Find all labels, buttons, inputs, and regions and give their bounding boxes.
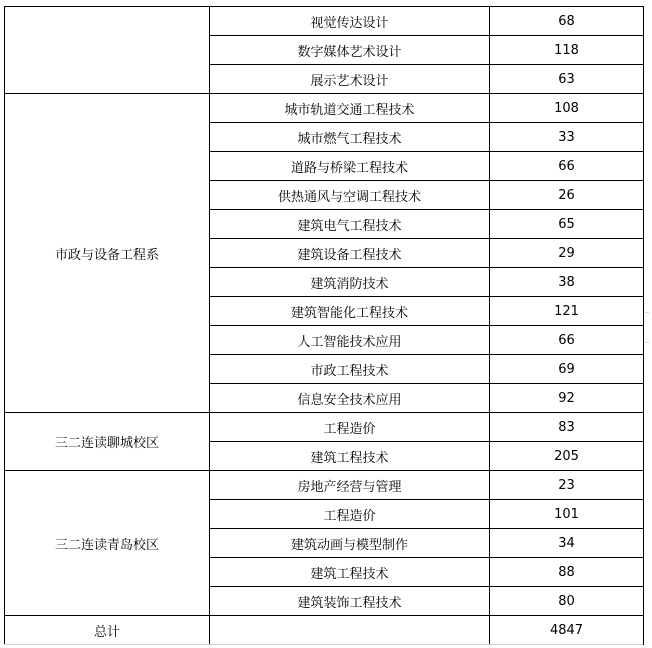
major-cell: 房地产经营与管理 <box>210 471 490 500</box>
count-cell: 101 <box>490 500 644 529</box>
table-row <box>5 413 644 442</box>
count-cell: 92 <box>490 384 644 413</box>
major-cell: 视觉传达设计 <box>210 7 490 36</box>
count-cell: 26 <box>490 181 644 210</box>
major-cell: 建筑工程技术 <box>210 558 490 587</box>
major-cell: 人工智能技术应用 <box>210 326 490 355</box>
total-empty-cell <box>210 616 490 645</box>
major-cell: 城市燃气工程技术 <box>210 123 490 152</box>
major-cell: 工程造价 <box>210 413 490 442</box>
major-cell: 信息安全技术应用 <box>210 384 490 413</box>
count-cell: 118 <box>490 36 644 65</box>
major-cell: 建筑工程技术 <box>210 442 490 471</box>
table-row <box>5 471 644 500</box>
major-cell: 城市轨道交通工程技术 <box>210 94 490 123</box>
major-cell: 供热通风与空调工程技术 <box>210 181 490 210</box>
major-cell: 建筑电气工程技术 <box>210 210 490 239</box>
count-cell: 68 <box>490 7 644 36</box>
table-row <box>5 7 644 36</box>
count-cell: 63 <box>490 65 644 94</box>
major-cell: 建筑消防技术 <box>210 268 490 297</box>
count-cell: 66 <box>490 326 644 355</box>
department-cell: 三二连读聊城校区 <box>5 413 210 471</box>
count-cell: 83 <box>490 413 644 442</box>
count-cell: 66 <box>490 152 644 181</box>
page-bottom-divider <box>4 644 643 645</box>
department-cell: 市政与设备工程系 <box>5 94 210 413</box>
enrollment-table-body <box>5 7 644 645</box>
total-count-cell: 4847 <box>490 616 644 645</box>
major-cell: 建筑设备工程技术 <box>210 239 490 268</box>
count-cell: 33 <box>490 123 644 152</box>
scan-edge-mark <box>645 342 649 343</box>
major-cell: 道路与桥梁工程技术 <box>210 152 490 181</box>
count-cell: 108 <box>490 94 644 123</box>
count-cell: 29 <box>490 239 644 268</box>
total-row <box>5 616 644 645</box>
major-cell: 建筑装饰工程技术 <box>210 587 490 616</box>
count-cell: 69 <box>490 355 644 384</box>
count-cell: 34 <box>490 529 644 558</box>
major-cell: 建筑智能化工程技术 <box>210 297 490 326</box>
scan-edge-mark <box>645 312 649 313</box>
major-cell: 展示艺术设计 <box>210 65 490 94</box>
total-label-cell: 总计 <box>5 616 210 645</box>
count-cell: 23 <box>490 471 644 500</box>
count-cell: 80 <box>490 587 644 616</box>
count-cell: 121 <box>490 297 644 326</box>
count-cell: 205 <box>490 442 644 471</box>
enrollment-table <box>4 6 644 645</box>
count-cell: 65 <box>490 210 644 239</box>
department-cell <box>5 7 210 94</box>
major-cell: 市政工程技术 <box>210 355 490 384</box>
table-row <box>5 94 644 123</box>
major-cell: 数字媒体艺术设计 <box>210 36 490 65</box>
major-cell: 工程造价 <box>210 500 490 529</box>
count-cell: 38 <box>490 268 644 297</box>
count-cell: 88 <box>490 558 644 587</box>
major-cell: 建筑动画与模型制作 <box>210 529 490 558</box>
department-cell: 三二连读青岛校区 <box>5 471 210 616</box>
